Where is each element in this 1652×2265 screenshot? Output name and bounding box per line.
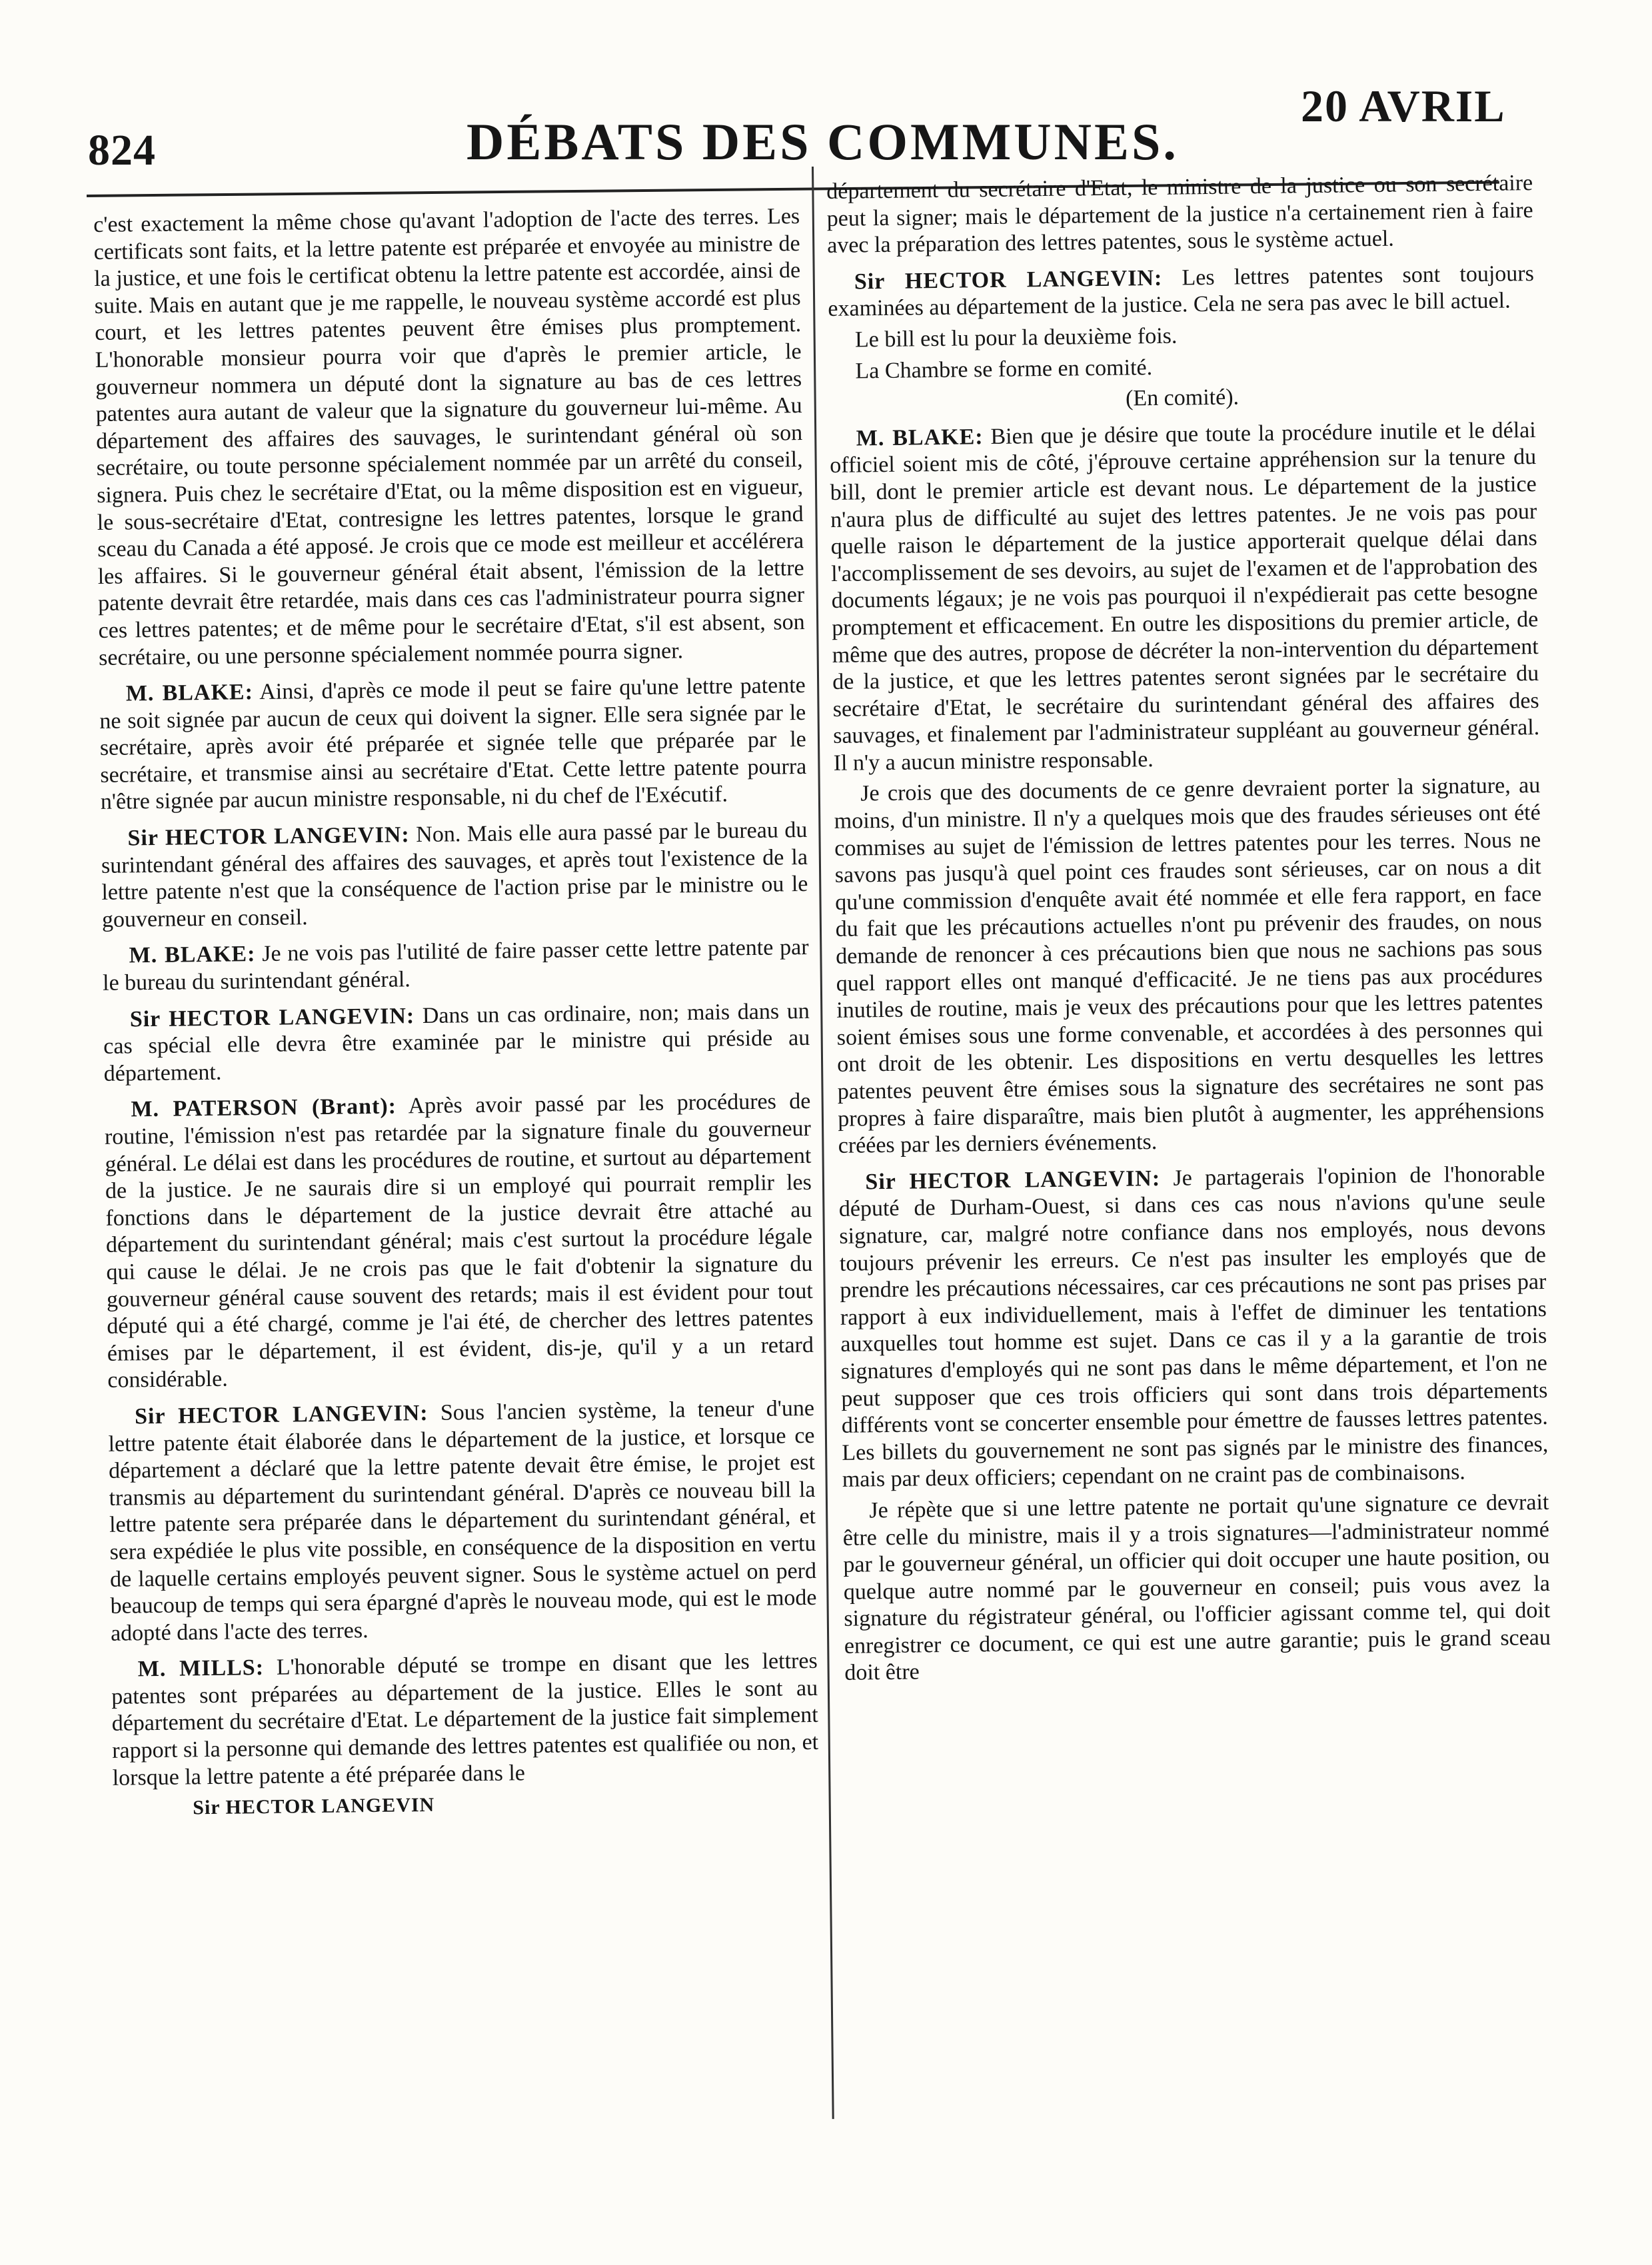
speech-text: Dans un cas ordinaire, non; mais dans un cas spécial elle devra être examinée par le ministre qui préside au département.: [103, 998, 810, 1086]
speech: [101, 817, 808, 934]
committee-heading: (En comité).: [1125, 384, 1239, 411]
page-number: 824: [88, 126, 156, 175]
speech-text: L'honorable député se trompe en disant que les lettres patentes sont préparées au département de la justice. Elles le sont au département du secrétaire d'Etat. Le département de la justice fait simplement rapport si la personne qui demande des lettres patentes est qualifiée ou non, et lorsque la lettre patente a été préparée dans le: [111, 1649, 819, 1791]
speaker-name: M. PATERSON (Brant):: [131, 1094, 397, 1122]
speaker-name: M. MILLS:: [137, 1655, 265, 1682]
speech-text: Je partagerais l'opinion de l'honorable député de Durham-Ouest, si dans ces cas nous n'avions qu'une seule signature, car, malgré notre confiance dans nos employés, nous devons toujours prévenir les erreurs. Ce n'est pas insulter les employés que de prendre les précautions nécessaires, car ces précautions ne sont pas prises par rapport à eux individuellement, mais à l'effet de diminuer les tentations auxquelles tout homme est sujet. Dans ce cas il y a la garantie de trois signatures d'employés qui ne sont pas dans le même département, et l'on ne peut supposer que ces trois officiers qui sont dans trois départements différents vont se concerter ensemble pour émettre de fausses lettres patentes. Les billets du gouvernement ne sont pas signés par le ministre des finances, mais par deux officiers; cependant on ne craint pas de combinaisons.: [838, 1161, 1549, 1493]
speaker-name: Sir HECTOR LANGEVIN:: [129, 1003, 415, 1032]
procedural-note: La Chambre se forme en comité.: [855, 355, 1153, 384]
paragraph: Je répète que si une lettre patente ne portait qu'une signature ce devrait être celle du ministre, mais il y a trois signatures—l'administrateur nommé par le gouverneur général, un officier qui doit occuper une haute position, ou quelque autre nommé par le gouverneur en conseil; puis vous avez la signature du régistrateur général, ou l'officier agissant comme tel, qui doit enregistrer ce document, ce qui est une autre garantie; puis le grand sceau doit être: [842, 1489, 1551, 1686]
page-title: DÉBATS DES COMMUNES.: [466, 113, 1179, 171]
procedural-note: Le bill est lu pour la deuxième fois.: [854, 323, 1178, 353]
speech-text: Non. Mais elle aura passé par le bureau du surintendant général des affaires des sauvages, et après tout l'existence de la lettre patente n'est que la conséquence de l'action prise par le ministre ou le gouverneur en conseil.: [101, 818, 808, 932]
speaker-name: M. BLAKE:: [856, 424, 984, 451]
paragraph: Je crois que des documents de ce genre devraient porter la signature, au moins, d'un ministre. Il n'y a quelques mois que des fraudes sérieuses ont été commises au sujet de l'émission de lettres patentes pour les terres. Nous ne savons pas jusqu'à quel point ces fraudes sont sérieuses, car on nous a dit qu'une commission d'enquête avait été nommée et elle fera rapport, en face du fait que les précautions actuelles n'ont pu prévenir des fraudes, on nous demande de renoncer à ces précautions bien que nous ne sachions pas sous quel rapport elles ont manqué d'efficacité. Je ne tiens pas aux procédures inutiles de routine, mais je veux des précautions pour que les lettres patentes soient émises sous une forme convenable, et accordées à des personnes qui ont droit de les obtenir. Les dispositions en vertu desquelles les lettres patentes peuvent être émises sous la signature des secrétaires ne sont pas propres à faire disparaître, mais bien plutôt à augmenter, les appréhensions créées par les derniers événements.: [834, 773, 1545, 1159]
speaker-name: Sir HECTOR LANGEVIN:: [134, 1400, 428, 1429]
speech: [838, 1161, 1549, 1494]
speech-text: Bien que je désire que toute la procédure inutile et le délai officiel soient mis de côté, j'éprouve certaine appréhension sur la tenure du bill, dont le premier article est devant nous. Le département de la justice n'aura plus de difficulté au sujet des lettres patentes. Je ne vois pas pour quelle raison le département de la justice apporterait quelque délai dans l'accomplissement de ses devoirs, au sujet de l'examen et de l'approbation des documents légaux; je ne vois pas pourquoi il n'expédierait pas cette besogne promptement et efficacement. En outre les dispositions du premier article, de même que des autres, propose de décréter la non-intervention du département de la justice, et que les lettres patentes seront signées par le secrétaire du secrétaire d'Etat, le secrétaire du surintendant général des affaires des sauvages, et finalement par l'administrateur suppléant au gouverneur général. Il n'y a aucun ministre responsable.: [830, 417, 1540, 776]
speaker-name: Sir HECTOR LANGEVIN:: [854, 265, 1163, 295]
speech-text: Les lettres patentes sont toujours examinées au département de la justice. Cela ne sera pas avec le bill actuel.: [828, 261, 1535, 322]
speaker-name: M. BLAKE:: [129, 942, 256, 968]
page-date: 20 AVRIL: [1301, 81, 1506, 131]
next-speaker-trailer: Sir HECTOR LANGEVIN: [193, 1794, 435, 1819]
paragraph: département du secrétaire d'Etat, le ministre de la justice ou son secrétaire peut la signer; mais le département de la justice n'a certainement rien à faire avec la préparation des lettres patentes, sous le système actuel.: [826, 171, 1533, 259]
speaker-name: Sir HECTOR LANGEVIN:: [127, 822, 410, 851]
speech-text: Ainsi, d'après ce mode il peut se faire qu'une lettre patente ne soit signée par aucun de ceux qui doivent la signer. Elle sera signée par le secrétaire, après avoir été préparée et signée telle que préparée par le secrétaire, et transmise ainsi au secrétaire d'Etat. Cette lettre patente pourra n'être signée par aucun ministre responsable, ni du chef de l'Exécutif.: [99, 673, 807, 815]
speech: [99, 672, 807, 816]
paragraph: c'est exactement la même chose qu'avant l'adoption de l'acte des terres. Les certificats sont faits, et la lettre patente est préparée et envoyée au ministre de la justice, et une fois le certificat obtenu la lettre patente est accordée, ainsi de suite. Mais en autant que je me rappelle, le nouveau système accordé est plus court, et les lettres patentes peuvent être émises plus promptement. L'honorable monsieur pourra voir que d'après le premier article, le gouverneur nommera un député dont la signature au bas de ces lettres patentes aura autant de valeur que la signature du gouverneur lui-même. Au département des affaires des sauvages, le surintendant général où son secrétaire, ou toute personne spécialement nommée par un arrêté du conseil, signera. Puis chez le secrétaire d'Etat, ou la même disposition est en vigueur, le sous-secrétaire d'Etat, contresigne les lettres patentes, lorsque le grand sceau du Canada a été apposé. Je crois que ce mode est meilleur et accélérera les affaires. Si le gouverneur général était absent, l'émission de la lettre patente devrait être retardée, mais dans ces cas l'administrateur pourra signer ces lettres patentes; et de même pour le secrétaire d'Etat, s'il est absent, son secrétaire, ou une personne spécialement nommée pourra signer.: [93, 204, 805, 670]
speech: [103, 998, 810, 1088]
speech: [104, 1088, 814, 1394]
speaker-name: Sir HECTOR LANGEVIN:: [865, 1165, 1161, 1195]
speech-text: Sous l'ancien système, la teneur d'une lettre patente était élaborée dans le département de la justice, et lorsque ce département a déclaré que la lettre patente devait être émise, le projet est transmis au département du surintendant général. D'après ce nouveau bill la lettre patente sera préparée dans le département du surintendant général, et sera expédiée le plus vite possible, en conséquence de la disposition en vertu de laquelle certains employés peuvent signer. Sous le système actuel on perd beaucoup de temps qui sera épargné d'après le nouveau mode, qui est le mode adopté dans l'acte des terres.: [108, 1395, 817, 1646]
left-column: [93, 203, 819, 1823]
speech-text: Je ne vois pas l'utilité de faire passer cette lettre patente par le bureau du surintendant général.: [102, 935, 809, 996]
speaker-name: M. BLAKE:: [125, 680, 254, 706]
speech: [102, 934, 809, 997]
right-column: [826, 170, 1551, 1687]
speech: [108, 1395, 817, 1647]
speech: [828, 261, 1535, 323]
speech: [830, 417, 1540, 778]
speech-text: Après avoir passé par les procédures de routine, l'émission n'est pas retardée par la signature finale du gouverneur général. Le délai est dans les procédures de routine, et surtout au département de la justice. Je ne saurais dire si un employé qui pourrait remplir les fonctions dans le département de la justice devrait être attaché au département du surintendant général; mais c'est surtout la procédure légale qui cause le délai. Je ne crois pas que le fait d'obtenir la signature du gouverneur général cause souvent des retards; mais il est évident pour tout député qui a été chargé, comme je l'ai été, de chercher des lettres patentes émises par le département, il est évident, dis-je, qu'il y a un retard considérable.: [104, 1089, 814, 1393]
speech: [111, 1648, 818, 1792]
